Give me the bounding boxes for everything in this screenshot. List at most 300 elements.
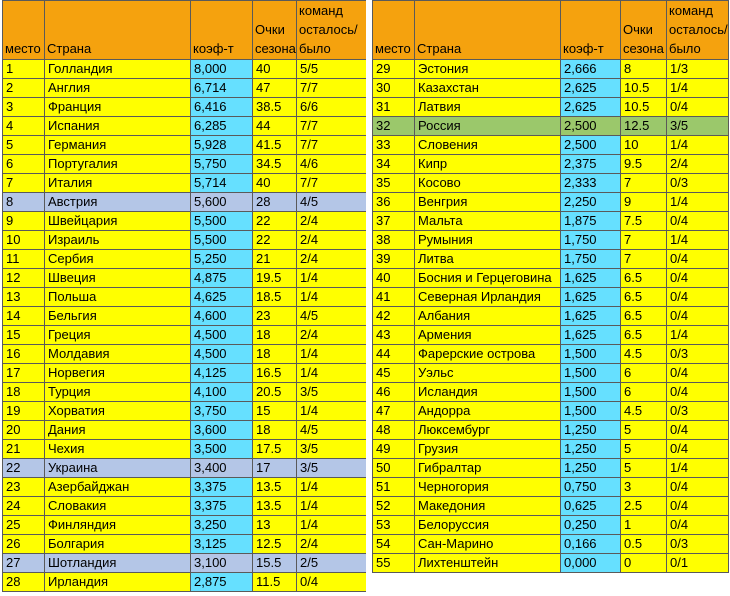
cell-place: 1: [3, 60, 45, 79]
table-row: [3, 60, 367, 79]
cell-coef: 1,250: [561, 440, 621, 459]
table-row: [373, 231, 729, 250]
cell-coef: 6,285: [191, 117, 253, 136]
cell-points: 23: [253, 307, 297, 326]
table-row: [3, 516, 367, 535]
cell-teams: 2/4: [667, 155, 729, 174]
cell-coef: 3,100: [191, 554, 253, 573]
cell-country: Македония: [415, 497, 561, 516]
table-row: [3, 288, 367, 307]
cell-coef: 2,875: [191, 573, 253, 592]
table-row: [373, 307, 729, 326]
cell-place: 5: [3, 136, 45, 155]
table-row: [3, 554, 367, 573]
table-row: [373, 383, 729, 402]
cell-place: 55: [373, 554, 415, 573]
cell-teams: 0/4: [667, 421, 729, 440]
cell-country: Норвегия: [45, 364, 191, 383]
cell-country: Англия: [45, 79, 191, 98]
cell-country: Польша: [45, 288, 191, 307]
cell-coef: 0,166: [561, 535, 621, 554]
cell-place: 3: [3, 98, 45, 117]
cell-teams: 1/3: [667, 60, 729, 79]
cell-teams: 0/3: [667, 174, 729, 193]
table-row: [373, 212, 729, 231]
cell-country: Молдавия: [45, 345, 191, 364]
table-row: [3, 345, 367, 364]
cell-coef: 5,928: [191, 136, 253, 155]
cell-place: 25: [3, 516, 45, 535]
cell-points: 18.5: [253, 288, 297, 307]
cell-place: 48: [373, 421, 415, 440]
cell-coef: 3,125: [191, 535, 253, 554]
cell-points: 7: [621, 250, 667, 269]
table-row: [373, 345, 729, 364]
cell-place: 10: [3, 231, 45, 250]
cell-country: Франция: [45, 98, 191, 117]
cell-points: 18: [253, 345, 297, 364]
table-row: [373, 288, 729, 307]
cell-coef: 1,500: [561, 345, 621, 364]
cell-coef: 4,500: [191, 326, 253, 345]
cell-coef: 0,750: [561, 478, 621, 497]
cell-teams: 1/4: [667, 79, 729, 98]
cell-teams: 0/4: [667, 98, 729, 117]
cell-country: Черногория: [415, 478, 561, 497]
cell-place: 14: [3, 307, 45, 326]
cell-place: 8: [3, 193, 45, 212]
cell-points: 19.5: [253, 269, 297, 288]
cell-coef: 1,500: [561, 364, 621, 383]
cell-coef: 3,750: [191, 402, 253, 421]
header-row: [373, 1, 729, 60]
cell-place: 22: [3, 459, 45, 478]
cell-teams: 4/5: [297, 193, 367, 212]
cell-coef: 2,500: [561, 136, 621, 155]
cell-points: 15: [253, 402, 297, 421]
table-row: [373, 364, 729, 383]
cell-teams: 1/4: [297, 364, 367, 383]
cell-teams: 0/3: [667, 535, 729, 554]
cell-points: 22: [253, 231, 297, 250]
cell-points: 28: [253, 193, 297, 212]
cell-coef: 1,500: [561, 383, 621, 402]
cell-teams: 0/4: [667, 269, 729, 288]
cell-place: 21: [3, 440, 45, 459]
table-row: [373, 155, 729, 174]
cell-place: 54: [373, 535, 415, 554]
cell-coef: 6,416: [191, 98, 253, 117]
cell-coef: 5,500: [191, 231, 253, 250]
cell-coef: 3,375: [191, 497, 253, 516]
cell-place: 11: [3, 250, 45, 269]
cell-coef: 5,250: [191, 250, 253, 269]
cell-coef: 3,375: [191, 478, 253, 497]
cell-coef: 2,375: [561, 155, 621, 174]
cell-coef: 0,625: [561, 497, 621, 516]
table-row: [3, 402, 367, 421]
ranking-table-left: [2, 0, 367, 592]
cell-points: 10.5: [621, 79, 667, 98]
table-row: [3, 459, 367, 478]
cell-teams: 6/6: [297, 98, 367, 117]
table-row: [373, 79, 729, 98]
cell-teams: 0/4: [667, 383, 729, 402]
cell-country: Италия: [45, 174, 191, 193]
cell-country: Словения: [415, 136, 561, 155]
cell-place: 36: [373, 193, 415, 212]
cell-teams: 0/4: [667, 212, 729, 231]
cell-country: Уэльс: [415, 364, 561, 383]
cell-country: Словакия: [45, 497, 191, 516]
cell-coef: 4,100: [191, 383, 253, 402]
cell-teams: 2/4: [297, 231, 367, 250]
cell-points: 0: [621, 554, 667, 573]
cell-country: Босния и Герцеговина: [415, 269, 561, 288]
cell-teams: 0/4: [667, 307, 729, 326]
table-row: [373, 326, 729, 345]
cell-coef: 1,500: [561, 402, 621, 421]
cell-coef: 2,625: [561, 79, 621, 98]
cell-country: Ирландия: [45, 573, 191, 592]
cell-teams: 3/5: [297, 383, 367, 402]
cell-place: 4: [3, 117, 45, 136]
cell-points: 7: [621, 231, 667, 250]
table-row: [373, 516, 729, 535]
table-row: [373, 193, 729, 212]
cell-teams: 3/5: [667, 117, 729, 136]
cell-country: Сербия: [45, 250, 191, 269]
cell-coef: 1,625: [561, 269, 621, 288]
table-row: [373, 459, 729, 478]
cell-country: Венгрия: [415, 193, 561, 212]
cell-points: 17.5: [253, 440, 297, 459]
table-row: [373, 60, 729, 79]
cell-coef: 1,750: [561, 250, 621, 269]
cell-country: Грузия: [415, 440, 561, 459]
cell-coef: 1,625: [561, 288, 621, 307]
table-row: [3, 364, 367, 383]
cell-coef: 1,875: [561, 212, 621, 231]
table-row: [373, 440, 729, 459]
cell-teams: 0/4: [667, 497, 729, 516]
cell-country: Лихтенштейн: [415, 554, 561, 573]
cell-coef: 3,600: [191, 421, 253, 440]
cell-place: 51: [373, 478, 415, 497]
cell-country: Азербайджан: [45, 478, 191, 497]
cell-teams: 4/5: [297, 307, 367, 326]
cell-teams: 0/4: [667, 478, 729, 497]
cell-points: 6.5: [621, 269, 667, 288]
cell-teams: 2/4: [297, 212, 367, 231]
cell-points: 4.5: [621, 345, 667, 364]
cell-place: 35: [373, 174, 415, 193]
cell-country: Северная Ирландия: [415, 288, 561, 307]
cell-country: Мальта: [415, 212, 561, 231]
table-row: [3, 440, 367, 459]
cell-teams: 4/5: [297, 421, 367, 440]
cell-points: 20.5: [253, 383, 297, 402]
cell-place: 23: [3, 478, 45, 497]
cell-points: 10: [621, 136, 667, 155]
table-row: [3, 174, 367, 193]
cell-place: 32: [373, 117, 415, 136]
cell-coef: 0,250: [561, 516, 621, 535]
cell-country: Турция: [45, 383, 191, 402]
cell-coef: 8,000: [191, 60, 253, 79]
cell-country: Кипр: [415, 155, 561, 174]
cell-place: 16: [3, 345, 45, 364]
cell-points: 40: [253, 174, 297, 193]
cell-points: 5: [621, 459, 667, 478]
cell-coef: 1,750: [561, 231, 621, 250]
cell-points: 6: [621, 383, 667, 402]
table-row: [373, 174, 729, 193]
cell-points: 7.5: [621, 212, 667, 231]
cell-place: 50: [373, 459, 415, 478]
table-row: [3, 250, 367, 269]
cell-points: 11.5: [253, 573, 297, 592]
left-table-panel: [2, 0, 367, 592]
cell-teams: 0/3: [667, 345, 729, 364]
header-coef: коэф-т: [561, 1, 621, 60]
cell-country: Казахстан: [415, 79, 561, 98]
table-row: [373, 98, 729, 117]
cell-coef: 4,500: [191, 345, 253, 364]
cell-coef: 0,000: [561, 554, 621, 573]
cell-country: Фарерские острова: [415, 345, 561, 364]
cell-teams: 0/4: [667, 440, 729, 459]
cell-country: Люксембург: [415, 421, 561, 440]
cell-teams: 1/4: [297, 516, 367, 535]
cell-coef: 4,600: [191, 307, 253, 326]
cell-coef: 5,714: [191, 174, 253, 193]
cell-coef: 5,500: [191, 212, 253, 231]
cell-coef: 2,625: [561, 98, 621, 117]
table-row: [3, 269, 367, 288]
header-coef: коэф-т: [191, 1, 253, 60]
cell-country: Голландия: [45, 60, 191, 79]
cell-place: 15: [3, 326, 45, 345]
cell-place: 46: [373, 383, 415, 402]
cell-teams: 0/3: [667, 402, 729, 421]
cell-coef: 1,250: [561, 421, 621, 440]
cell-points: 21: [253, 250, 297, 269]
cell-country: Испания: [45, 117, 191, 136]
cell-place: 20: [3, 421, 45, 440]
cell-points: 17: [253, 459, 297, 478]
cell-country: Бельгия: [45, 307, 191, 326]
cell-teams: 1/4: [667, 459, 729, 478]
table-row: [373, 497, 729, 516]
table-row: [373, 117, 729, 136]
cell-place: 52: [373, 497, 415, 516]
cell-points: 7: [621, 174, 667, 193]
right-table-panel: [372, 0, 729, 573]
cell-points: 2.5: [621, 497, 667, 516]
cell-place: 13: [3, 288, 45, 307]
cell-place: 53: [373, 516, 415, 535]
cell-coef: 5,600: [191, 193, 253, 212]
cell-teams: 1/4: [667, 193, 729, 212]
cell-coef: 1,625: [561, 326, 621, 345]
cell-country: Швейцария: [45, 212, 191, 231]
table-row: [3, 117, 367, 136]
cell-teams: 0/4: [667, 364, 729, 383]
cell-country: Андорра: [415, 402, 561, 421]
cell-teams: 1/4: [297, 269, 367, 288]
cell-place: 18: [3, 383, 45, 402]
ranking-table-right: [372, 0, 729, 573]
cell-points: 6.5: [621, 288, 667, 307]
cell-points: 6: [621, 364, 667, 383]
table-row: [373, 136, 729, 155]
cell-teams: 1/4: [297, 345, 367, 364]
cell-place: 24: [3, 497, 45, 516]
cell-points: 5: [621, 440, 667, 459]
table-row: [373, 478, 729, 497]
header-country: Страна: [45, 1, 191, 60]
cell-place: 19: [3, 402, 45, 421]
header-points: Очки сезона: [621, 1, 667, 60]
cell-coef: 4,875: [191, 269, 253, 288]
cell-teams: 0/4: [667, 516, 729, 535]
table-row: [373, 269, 729, 288]
cell-country: Греция: [45, 326, 191, 345]
cell-teams: 2/4: [297, 250, 367, 269]
cell-teams: 5/5: [297, 60, 367, 79]
header-teams: команд осталось/было: [297, 1, 367, 60]
cell-place: 9: [3, 212, 45, 231]
table-row: [3, 98, 367, 117]
cell-country: Латвия: [415, 98, 561, 117]
cell-points: 10.5: [621, 98, 667, 117]
cell-country: Сан-Марино: [415, 535, 561, 554]
cell-country: Исландия: [415, 383, 561, 402]
table-body-right: [373, 60, 729, 573]
cell-country: Дания: [45, 421, 191, 440]
cell-coef: 3,250: [191, 516, 253, 535]
table-row: [3, 155, 367, 174]
cell-country: Албания: [415, 307, 561, 326]
table-row: [3, 307, 367, 326]
table-row: [3, 383, 367, 402]
table-row: [373, 402, 729, 421]
cell-teams: 1/4: [667, 326, 729, 345]
cell-coef: 2,500: [561, 117, 621, 136]
cell-teams: 1/4: [667, 136, 729, 155]
cell-country: Австрия: [45, 193, 191, 212]
cell-place: 33: [373, 136, 415, 155]
cell-teams: 0/4: [297, 573, 367, 592]
header-country: Страна: [415, 1, 561, 60]
cell-points: 38.5: [253, 98, 297, 117]
cell-country: Болгария: [45, 535, 191, 554]
table-row: [3, 231, 367, 250]
cell-country: Хорватия: [45, 402, 191, 421]
cell-place: 38: [373, 231, 415, 250]
cell-place: 29: [373, 60, 415, 79]
cell-country: Литва: [415, 250, 561, 269]
cell-place: 7: [3, 174, 45, 193]
cell-place: 42: [373, 307, 415, 326]
table-row: [3, 573, 367, 592]
cell-points: 40: [253, 60, 297, 79]
cell-points: 41.5: [253, 136, 297, 155]
cell-points: 4.5: [621, 402, 667, 421]
cell-place: 43: [373, 326, 415, 345]
table-row: [3, 478, 367, 497]
cell-teams: 7/7: [297, 136, 367, 155]
cell-points: 44: [253, 117, 297, 136]
cell-points: 18: [253, 421, 297, 440]
cell-points: 1: [621, 516, 667, 535]
cell-country: Эстония: [415, 60, 561, 79]
cell-coef: 4,625: [191, 288, 253, 307]
cell-country: Гибралтар: [415, 459, 561, 478]
cell-coef: 1,625: [561, 307, 621, 326]
cell-place: 17: [3, 364, 45, 383]
cell-country: Россия: [415, 117, 561, 136]
cell-country: Германия: [45, 136, 191, 155]
cell-teams: 0/4: [667, 250, 729, 269]
cell-points: 34.5: [253, 155, 297, 174]
table-row: [373, 421, 729, 440]
cell-coef: 3,400: [191, 459, 253, 478]
cell-country: Финляндия: [45, 516, 191, 535]
cell-points: 15.5: [253, 554, 297, 573]
cell-coef: 6,714: [191, 79, 253, 98]
cell-points: 22: [253, 212, 297, 231]
cell-teams: 1/4: [667, 231, 729, 250]
cell-teams: 7/7: [297, 117, 367, 136]
cell-place: 27: [3, 554, 45, 573]
table-row: [373, 535, 729, 554]
table-row: [3, 136, 367, 155]
cell-place: 31: [373, 98, 415, 117]
cell-place: 34: [373, 155, 415, 174]
cell-place: 2: [3, 79, 45, 98]
cell-country: Украина: [45, 459, 191, 478]
cell-points: 6.5: [621, 326, 667, 345]
cell-country: Израиль: [45, 231, 191, 250]
cell-points: 13: [253, 516, 297, 535]
cell-teams: 1/4: [297, 402, 367, 421]
cell-points: 8: [621, 60, 667, 79]
cell-teams: 1/4: [297, 478, 367, 497]
cell-country: Португалия: [45, 155, 191, 174]
header-place: место: [3, 1, 45, 60]
cell-points: 3: [621, 478, 667, 497]
cell-country: Армения: [415, 326, 561, 345]
header-row: [3, 1, 367, 60]
cell-teams: 0/4: [667, 288, 729, 307]
cell-points: 47: [253, 79, 297, 98]
cell-coef: 5,750: [191, 155, 253, 174]
cell-country: Швеция: [45, 269, 191, 288]
cell-teams: 3/5: [297, 459, 367, 478]
cell-teams: 2/5: [297, 554, 367, 573]
cell-points: 9.5: [621, 155, 667, 174]
cell-points: 13.5: [253, 478, 297, 497]
cell-place: 12: [3, 269, 45, 288]
cell-coef: 2,666: [561, 60, 621, 79]
cell-country: Шотландия: [45, 554, 191, 573]
table-row: [373, 250, 729, 269]
cell-coef: 1,250: [561, 459, 621, 478]
cell-points: 6.5: [621, 307, 667, 326]
cell-points: 12.5: [621, 117, 667, 136]
